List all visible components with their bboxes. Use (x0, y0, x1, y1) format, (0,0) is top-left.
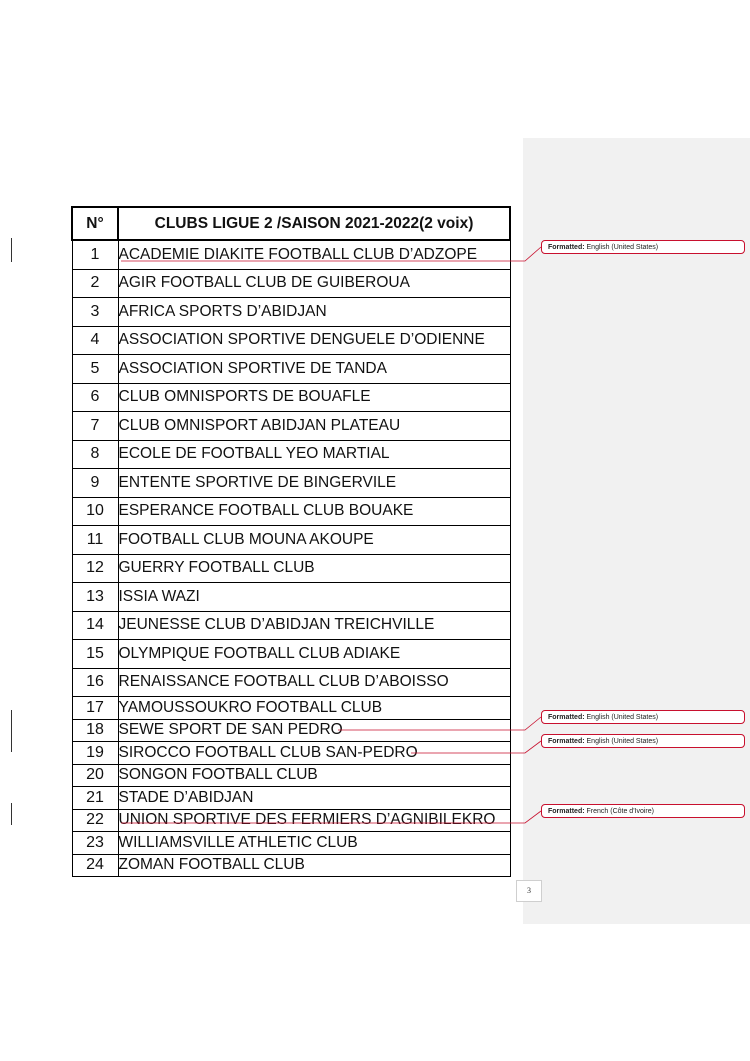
row-number: 11 (72, 526, 118, 555)
row-number: 24 (72, 854, 118, 877)
club-name: RENAISSANCE FOOTBALL CLUB D’ABOISSO (118, 668, 510, 697)
club-name: ESPERANCE FOOTBALL CLUB BOUAKE (118, 497, 510, 526)
row-number: 14 (72, 611, 118, 640)
club-name: STADE D’ABIDJAN (118, 787, 510, 810)
club-name: ASSOCIATION SPORTIVE DE TANDA (118, 355, 510, 384)
row-number: 15 (72, 640, 118, 669)
club-name: ZOMAN FOOTBALL CLUB (118, 854, 510, 877)
row-number: 12 (72, 554, 118, 583)
connector-line (338, 717, 541, 730)
comment-label: Formatted: (548, 714, 585, 721)
row-number: 19 (72, 742, 118, 765)
club-name: GUERRY FOOTBALL CLUB (118, 554, 510, 583)
club-name: SEWE SPORT DE SAN PEDRO (118, 719, 510, 742)
club-name: ACADEMIE DIAKITE FOOTBALL CLUB D’ADZOPE (118, 240, 510, 269)
club-name: YAMOUSSOUKRO FOOTBALL CLUB (118, 697, 510, 720)
row-number: 22 (72, 809, 118, 832)
row-number: 16 (72, 668, 118, 697)
club-name: CLUB OMNISPORTS DE BOUAFLE (118, 383, 510, 412)
row-number: 17 (72, 697, 118, 720)
club-name: CLUB OMNISPORT ABIDJAN PLATEAU (118, 412, 510, 441)
club-name: SONGON FOOTBALL CLUB (118, 764, 510, 787)
row-number: 20 (72, 764, 118, 787)
row-number: 7 (72, 412, 118, 441)
comment-text: French (Côte d'Ivoire) (586, 808, 654, 815)
row-number: 23 (72, 832, 118, 855)
row-number: 6 (72, 383, 118, 412)
row-number: 9 (72, 469, 118, 498)
row-number: 10 (72, 497, 118, 526)
comment-text: English (United States) (586, 244, 659, 251)
row-number: 3 (72, 298, 118, 327)
row-number: 13 (72, 583, 118, 612)
row-number: 18 (72, 719, 118, 742)
comment-balloon[interactable] (541, 710, 745, 724)
row-number: 21 (72, 787, 118, 810)
comment-text: English (United States) (586, 714, 659, 721)
club-name: SIROCCO FOOTBALL CLUB SAN-PEDRO (118, 742, 510, 765)
row-number: 1 (72, 240, 118, 269)
club-name: JEUNESSE CLUB D’ABIDJAN TREICHVILLE (118, 611, 510, 640)
comment-balloon[interactable] (541, 804, 745, 818)
comment-label: Formatted: (548, 738, 585, 745)
row-number: 4 (72, 326, 118, 355)
club-name: FOOTBALL CLUB MOUNA AKOUPE (118, 526, 510, 555)
club-name: ECOLE DE FOOTBALL YEO MARTIAL (118, 440, 510, 469)
comment-text: English (United States) (586, 738, 659, 745)
connector-line (121, 247, 541, 261)
connector-line (121, 811, 541, 823)
club-name: ISSIA WAZI (118, 583, 510, 612)
club-name: WILLIAMSVILLE ATHLETIC CLUB (118, 832, 510, 855)
club-name: UNION SPORTIVE DES FERMIERS D’AGNIBILEKRO (118, 809, 510, 832)
comment-balloon[interactable] (541, 734, 745, 748)
row-number: 8 (72, 440, 118, 469)
comment-balloon[interactable] (541, 240, 745, 254)
header-number: N° (72, 207, 118, 240)
club-name: ASSOCIATION SPORTIVE DENGUELE D’ODIENNE (118, 326, 510, 355)
club-name: AGIR FOOTBALL CLUB DE GUIBEROUA (118, 269, 510, 298)
connector-line (411, 741, 541, 753)
comment-label: Formatted: (548, 244, 585, 251)
page-number: 3 (516, 880, 542, 902)
club-name: OLYMPIQUE FOOTBALL CLUB ADIAKE (118, 640, 510, 669)
club-name: AFRICA SPORTS D’ABIDJAN (118, 298, 510, 327)
row-number: 5 (72, 355, 118, 384)
club-name: ENTENTE SPORTIVE DE BINGERVILE (118, 469, 510, 498)
row-number: 2 (72, 269, 118, 298)
header-title: CLUBS LIGUE 2 /SAISON 2021-2022(2 voix) (118, 207, 510, 240)
comment-label: Formatted: (548, 808, 585, 815)
